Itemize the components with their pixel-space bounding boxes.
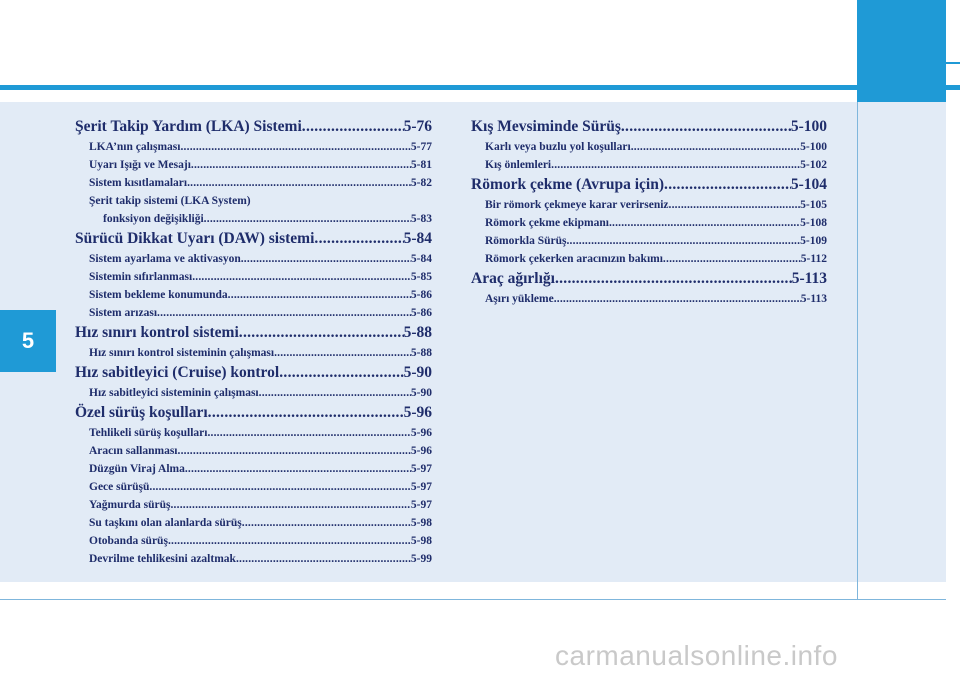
toc-dot-leader [555,268,792,290]
toc-page-number: 5-102 [800,159,827,171]
top-rule [0,85,960,90]
toc-dot-leader [192,268,411,286]
toc-subsection-entry[interactable] [75,384,432,402]
toc-entry-title: Kış Mevsiminde Sürüş [471,118,621,135]
toc-dot-leader [279,362,403,384]
toc-entry-title: Sistem arızası [89,307,158,319]
toc-dot-leader [241,250,411,268]
toc-section-entry[interactable] [75,362,432,384]
toc-entry-label: Şerit takip sistemi (LKA System) [89,195,251,207]
toc-page-number: 5-83 [410,213,432,225]
toc-entry-title: fonksiyon değişikliği [103,213,204,225]
toc-dot-leader [242,514,411,532]
toc-dot-leader [669,196,801,214]
toc-entry-title: Şerit Takip Yardım (LKA) Sistemi [75,118,302,135]
toc-page-number: 5-100 [790,118,827,135]
toc-entry-title: Römork çekme ekipmanı [485,217,609,229]
toc-dot-leader [551,156,800,174]
toc-subsection-entry[interactable] [75,286,432,304]
toc-section-entry[interactable] [75,116,432,138]
corner-tab-block [857,0,946,102]
toc-dot-leader [664,174,791,196]
toc-page-number: 5-99 [410,553,432,565]
toc-page-number: 5-76 [403,118,432,135]
toc-subsection-entry[interactable] [75,460,432,478]
toc-entry-title: Hız sabitleyici sisteminin çalışması [89,387,259,399]
toc-subsection-entry[interactable] [75,344,432,362]
toc-dot-leader [187,174,411,192]
toc-dot-leader [208,402,404,424]
toc-subsection-entry[interactable] [75,514,432,532]
toc-dot-leader [274,344,411,362]
toc-page-number: 5-98 [410,517,432,529]
toc-dot-leader [168,532,411,550]
toc-entry-title: Özel sürüş koşulları [75,404,208,421]
toc-page-number: 5-104 [790,176,827,193]
toc-section-entry[interactable] [75,402,432,424]
toc-subsection-entry[interactable] [75,268,432,286]
toc-dot-leader [239,322,404,344]
toc-page-number: 5-108 [800,217,827,229]
toc-dot-leader [157,304,411,322]
toc-subsection-entry[interactable] [75,496,432,514]
toc-dot-leader [180,138,410,156]
toc-dot-leader [178,442,411,460]
toc-entry-title: Uyarı Işığı ve Mesajı [89,159,191,171]
toc-subsection-entry[interactable] [471,196,827,214]
toc-page-number: 5-90 [403,364,432,381]
toc-left-column [75,116,432,568]
toc-subsection-entry[interactable] [75,174,432,192]
toc-entry-title: Araç ağırlığı [471,270,555,287]
toc-subsection-entry[interactable] [75,138,432,156]
toc-entry-title: Devrilme tehlikesini azaltmak [89,553,236,565]
toc-subsection-entry[interactable] [75,304,432,322]
toc-entry-title: Kış önlemleri [485,159,552,171]
toc-entry-title: Hız sınırı kontrol sistemi [75,324,239,341]
toc-subsection-entry[interactable] [75,424,432,442]
toc-page-number: 5-96 [403,404,432,421]
toc-page-number: 5-97 [410,499,432,511]
toc-entry-title: Römork çekme (Avrupa için) [471,176,665,193]
toc-entry-title: Sistem kısıtlamaları [89,177,188,189]
toc-entry-title: Otobanda sürüş [89,535,168,547]
toc-subsection-entry[interactable] [75,478,432,496]
toc-page-number: 5-86 [410,289,432,301]
watermark: carmanualsonline.info [555,640,838,671]
toc-page-number: 5-97 [410,481,432,493]
chapter-tab[interactable]: 5 [0,310,56,372]
toc-dot-leader [621,116,791,138]
toc-dot-leader [191,156,411,174]
toc-entry-title: Tehlikeli sürüş koşulları [89,427,208,439]
toc-dot-leader [259,384,411,402]
toc-subsection-entry[interactable] [75,156,432,174]
toc-entry-title: Karlı veya buzlu yol koşulları [485,141,631,153]
toc-dot-leader [236,550,411,568]
toc-entry-title: Sistem ayarlama ve aktivasyon [89,253,241,265]
bottom-rule [0,599,946,600]
toc-dot-leader [314,228,403,250]
toc-entry-title: Sürücü Dikkat Uyarı (DAW) sistemi [75,230,315,247]
toc-page-number: 5-77 [410,141,432,153]
corner-tab-line [946,62,960,64]
toc-dot-leader [228,286,411,304]
toc-dot-leader [149,478,411,496]
toc-dot-leader [609,214,800,232]
toc-page-number: 5-109 [800,235,827,247]
toc-subsection-entry[interactable] [471,290,827,308]
toc-section-entry[interactable] [75,322,432,344]
toc-dot-leader [204,210,411,228]
toc-subsection-entry[interactable] [471,138,827,156]
toc-page-number: 5-85 [410,271,432,283]
toc-subsection-entry[interactable] [75,532,432,550]
toc-page-number: 5-90 [410,387,432,399]
toc-dot-leader [185,460,411,478]
toc-section-entry[interactable] [75,228,432,250]
toc-entry-title: Gece sürüşü [89,481,150,493]
toc-entry-title: Sistemin sıfırlanması [89,271,193,283]
toc-subsection-entry[interactable] [471,250,827,268]
toc-subsection-entry[interactable] [75,550,432,568]
toc-subsection-entry[interactable] [471,232,827,250]
toc-entry-title: LKA’nın çalışması [89,141,181,153]
toc-page-number: 5-86 [410,307,432,319]
toc-subsection-entry[interactable] [75,442,432,460]
toc-entry-title: Aracın sallanması [89,445,178,457]
toc-entry-title: Hız sabitleyici (Cruise) kontrol [75,364,280,381]
toc-page-number: 5-82 [410,177,432,189]
toc-entry-title: Düzgün Viraj Alma [89,463,185,475]
toc-section-entry[interactable] [471,116,827,138]
toc-page-number: 5-113 [791,270,827,287]
toc-subsection-entry[interactable] [75,250,432,268]
toc-entry-title: Römorkla Sürüş [485,235,567,247]
toc-dot-leader [554,290,801,308]
toc-page-number: 5-112 [800,253,827,265]
toc-dot-leader [663,250,801,268]
toc-page-number: 5-84 [403,230,432,247]
toc-entry-title: Sistem bekleme konumunda [89,289,228,301]
toc-page-number: 5-88 [403,324,432,341]
toc-dot-leader [302,116,404,138]
toc-subsection-entry[interactable] [471,214,827,232]
toc-page-number: 5-97 [410,463,432,475]
toc-dot-leader [566,232,800,250]
toc-entry-title: Hız sınırı kontrol sisteminin çalışması [89,347,275,359]
toc-subsection-entry[interactable] [471,156,827,174]
toc-entry-title: Aşırı yükleme [485,293,554,305]
toc-dot-leader [631,138,800,156]
toc-page-number: 5-96 [410,445,432,457]
toc-page-number: 5-96 [410,427,432,439]
toc-page-number: 5-81 [410,159,432,171]
toc-entry-title: Bir römork çekmeye karar verirseniz [485,199,669,211]
toc-page-number: 5-98 [410,535,432,547]
toc-entry-title: Römork çekerken aracınızın bakımı [485,253,663,265]
right-divider [857,102,858,600]
toc-page-number: 5-84 [410,253,432,265]
toc-section-entry[interactable] [471,268,827,290]
toc-page-number: 5-113 [800,293,827,305]
toc-dot-leader [207,424,410,442]
toc-page-number: 5-105 [800,199,827,211]
toc-entry-title: Yağmurda sürüş [89,499,171,511]
toc-page-number: 5-100 [800,141,827,153]
toc-subsection-entry[interactable] [75,210,432,228]
toc-page-number: 5-88 [410,347,432,359]
toc-entry-title: Su taşkını olan alanlarda sürüş [89,517,242,529]
toc-section-entry[interactable] [471,174,827,196]
toc-dot-leader [170,496,410,514]
toc-right-column [471,116,827,308]
